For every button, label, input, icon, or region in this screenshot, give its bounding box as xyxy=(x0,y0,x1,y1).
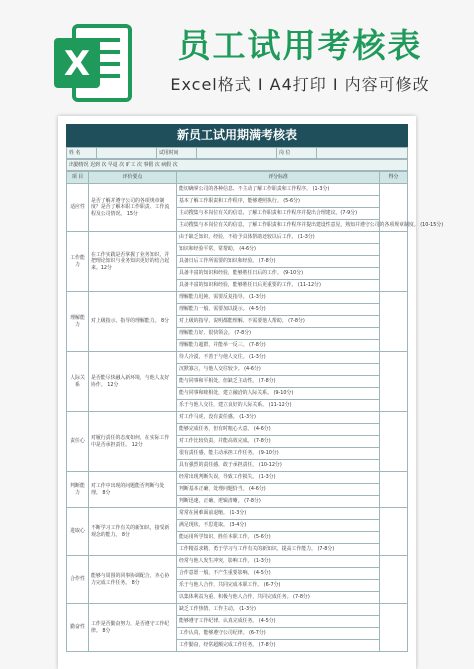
section-item: 理解能力 xyxy=(67,292,89,352)
criteria-text: 由于缺乏知识，经验，不给予具体帮助还较以后工作。 (1-3分) xyxy=(177,232,380,244)
score-cell[interactable] xyxy=(380,352,408,412)
criteria-text: 能与同事和平相处，但缺乏主动性。 (7-8分) xyxy=(177,376,380,388)
criteria-row xyxy=(67,604,408,616)
col-desc: 评价要点 xyxy=(89,172,177,184)
criteria-text: 经常与他人发生冲突，影响工作。 (1-3分) xyxy=(177,556,380,568)
period-value[interactable] xyxy=(197,148,277,159)
section-desc: 对履行责任的态度如何，在实际工作中是否承担责任。 12分 xyxy=(89,412,177,472)
section-desc: 对上级指示、指导的理解能力。 8分 xyxy=(89,292,177,352)
criteria-text: 具备丰富的知识和经验，能够胜任日后的工作。 (9-10分) xyxy=(177,268,380,280)
criteria-text: 对上级的指导，说明都能理解，不需要他人帮助。 (7-8分) xyxy=(177,316,380,328)
criteria-text: 知识和经验平常，常帮助。 (4-6分) xyxy=(177,244,380,256)
criteria-text: 能切确掌公司的各种信息、不主动了解工作职责和工作程序。 (1-3分) xyxy=(177,184,380,196)
score-cell[interactable] xyxy=(380,556,408,604)
section-item: 人际关系 xyxy=(67,352,89,412)
criteria-text: 理解能力迟钝，需要反复指导。 (1-3分) xyxy=(177,292,380,304)
col-std: 评分标准 xyxy=(177,172,380,184)
criteria-row xyxy=(67,412,408,424)
section-item: 进取心 xyxy=(67,508,89,556)
criteria-text: 缺乏工作热情，工作主动。 (1-3分) xyxy=(177,604,380,616)
criteria-text: 判断基本正确，处理问题恰当。 (4-6分) xyxy=(177,484,380,496)
section-desc: 不断学习工作有关的新知识，接受新观念的能力。 8分 xyxy=(89,508,177,556)
section-desc: 是否能尽快融入新环境，与他人友好协作。 12分 xyxy=(89,352,177,412)
criteria-text: 主动搜集与本岗位有关的信息，了解工作职责和工作程序并提出建设性意见，熟知并遵守公司的各项规章制度。 (10-15分) xyxy=(177,220,380,232)
criteria-text: 能够遵守工作纪律，认真完成任务。 (4-5分) xyxy=(177,616,380,628)
promo-subtitle: Excel格式 Ⅰ A4打印 Ⅰ 内容可修改 xyxy=(170,75,430,94)
evaluation-body xyxy=(67,184,444,652)
criteria-row xyxy=(67,556,408,568)
col-score: 得分 xyxy=(380,172,408,184)
name-label: 姓 名 xyxy=(67,148,97,159)
logo-letter: X xyxy=(63,44,91,84)
criteria-text: 能运用所学知识，胜任本职工作。 (5-6分) xyxy=(177,532,380,544)
criteria-row xyxy=(67,292,408,304)
evaluation-table xyxy=(66,171,444,652)
criteria-text: 乐于与他人交往，建立良好的人际关系。 (11-12分) xyxy=(177,400,380,412)
criteria-text: 工作认真，能够遵守公司纪律。 (6-7分) xyxy=(177,628,380,640)
criteria-text: 以集体利益为重，积极与他人合作，共同完成任务。 (7-8分) xyxy=(177,592,380,604)
position-label: 岗 位 xyxy=(277,148,317,159)
criteria-text: 乐于与他人合作，共同完成本职工作。 (6-7分) xyxy=(177,580,380,592)
criteria-row xyxy=(67,472,408,484)
attendance-row: 出勤情况 迟到 次 早退 次 旷工 次 事假 次 病假 次 xyxy=(67,160,408,171)
section-item: 责任心 xyxy=(67,412,89,472)
document-title: 新员工试用期满考核表 xyxy=(66,124,408,147)
name-value[interactable] xyxy=(97,148,157,159)
score-cell[interactable] xyxy=(380,472,408,508)
criteria-row xyxy=(67,352,408,364)
section-desc: 能够与周围的同事协调配合，齐心协力完成工作任务。 8分 xyxy=(89,556,177,604)
score-cell[interactable] xyxy=(380,292,408,352)
criteria-text: 满足现状，不思进取。 (3-4分) xyxy=(177,520,380,532)
criteria-text: 理解能力超群，并能举一反三。 (7-8分) xyxy=(177,340,380,352)
criteria-text: 待人冷漠，不善于与他人交往。 (1-3分) xyxy=(177,352,380,364)
criteria-text: 对工作马虎，没有责任感。 (1-3分) xyxy=(177,412,380,424)
score-cell[interactable] xyxy=(380,412,408,472)
criteria-text: 很有责任感，能主动承担工作任务。 (9-10分) xyxy=(177,448,380,460)
criteria-text: 判断迅速，正确，逻辑清晰。 (7-8分) xyxy=(177,496,380,508)
section-item: 适应性 xyxy=(67,184,89,232)
score-cell[interactable] xyxy=(380,508,408,556)
criteria-text: 工作精益求精，勇于学习与工作有关的新知识，提高工作能力。 (7-8分) xyxy=(177,544,380,556)
score-cell[interactable] xyxy=(380,604,408,652)
criteria-text: 具有强烈的责任感，敢于承担责任。 (10-12分) xyxy=(177,460,380,472)
criteria-row xyxy=(67,232,408,244)
section-item: 合作性 xyxy=(67,556,89,604)
criteria-text: 理解能力好，很快领会。 (7-8分) xyxy=(177,328,380,340)
criteria-text: 对工作比较负责，并能高效完成。 (7-8分) xyxy=(177,436,380,448)
section-desc: 是否了解并遵守公司的各项规章制度？是否了解本职工作职责、工作流程及公司情况。 15分 xyxy=(89,184,177,232)
criteria-text: 具备丰富的知识和经验，能够胜任日后更重要的工作。 (11-12分) xyxy=(177,280,380,292)
section-desc: 对工作中出现的问题能否判断与处理。 8分 xyxy=(89,472,177,508)
criteria-text: 主动搜集与本岗位有关的信息，了解工作职责和工作程序并提出合理建议。(7-9分) xyxy=(177,208,380,220)
promo-title: 员工试用考核表 xyxy=(177,26,423,65)
criteria-text: 基本了解工作职责和工作程序，能够遵照执行。 (5-6分) xyxy=(177,196,380,208)
criteria-row xyxy=(67,508,408,520)
section-item: 判断能力 xyxy=(67,472,89,508)
criteria-text: 理解能力一般，需要加以提示。 (4-5分) xyxy=(177,304,380,316)
section-desc: 在工作实践是否掌握了业务知识，并把理论知识与业务知识更好的结合起来。12分 xyxy=(89,232,177,292)
criteria-text: 能够完成任务，但有时粗心大意。 (4-6分) xyxy=(177,424,380,436)
criteria-text: 能与同事和睦相处，建立融洽的人际关系。 (9-10分) xyxy=(177,388,380,400)
section-item: 工作能力 xyxy=(67,232,89,292)
criteria-text: 沉默寡言，与他人交往较少。 (4-6分) xyxy=(177,364,380,376)
criteria-text: 合作意愿一般，不产生重要影响。 (4-5分) xyxy=(177,568,380,580)
position-value[interactable] xyxy=(317,148,408,159)
score-cell[interactable] xyxy=(380,232,408,292)
col-item: 项 目 xyxy=(67,172,89,184)
section-desc: 工作是否勤奋努力，是否遵守工作纪律。 8分 xyxy=(89,604,177,652)
excel-logo-icon xyxy=(50,20,136,106)
criteria-text: 工作勤奋，经常超额完成工作任务。 (7-8分) xyxy=(177,640,380,652)
criteria-text: 具备日后工作所需要的知识和经验。 (7-8分) xyxy=(177,256,380,268)
section-item: 勤奋性 xyxy=(67,604,89,652)
document-paper xyxy=(58,116,444,669)
criteria-row xyxy=(67,184,408,196)
attendance-table xyxy=(66,159,408,171)
period-label: 试用时间 xyxy=(157,148,197,159)
criteria-text: 常常在困难面前退缩。 (1-3分) xyxy=(177,508,380,520)
header-table xyxy=(66,147,408,159)
criteria-text: 经常出现判断失误，导致工作损失。 (1-3分) xyxy=(177,472,380,484)
